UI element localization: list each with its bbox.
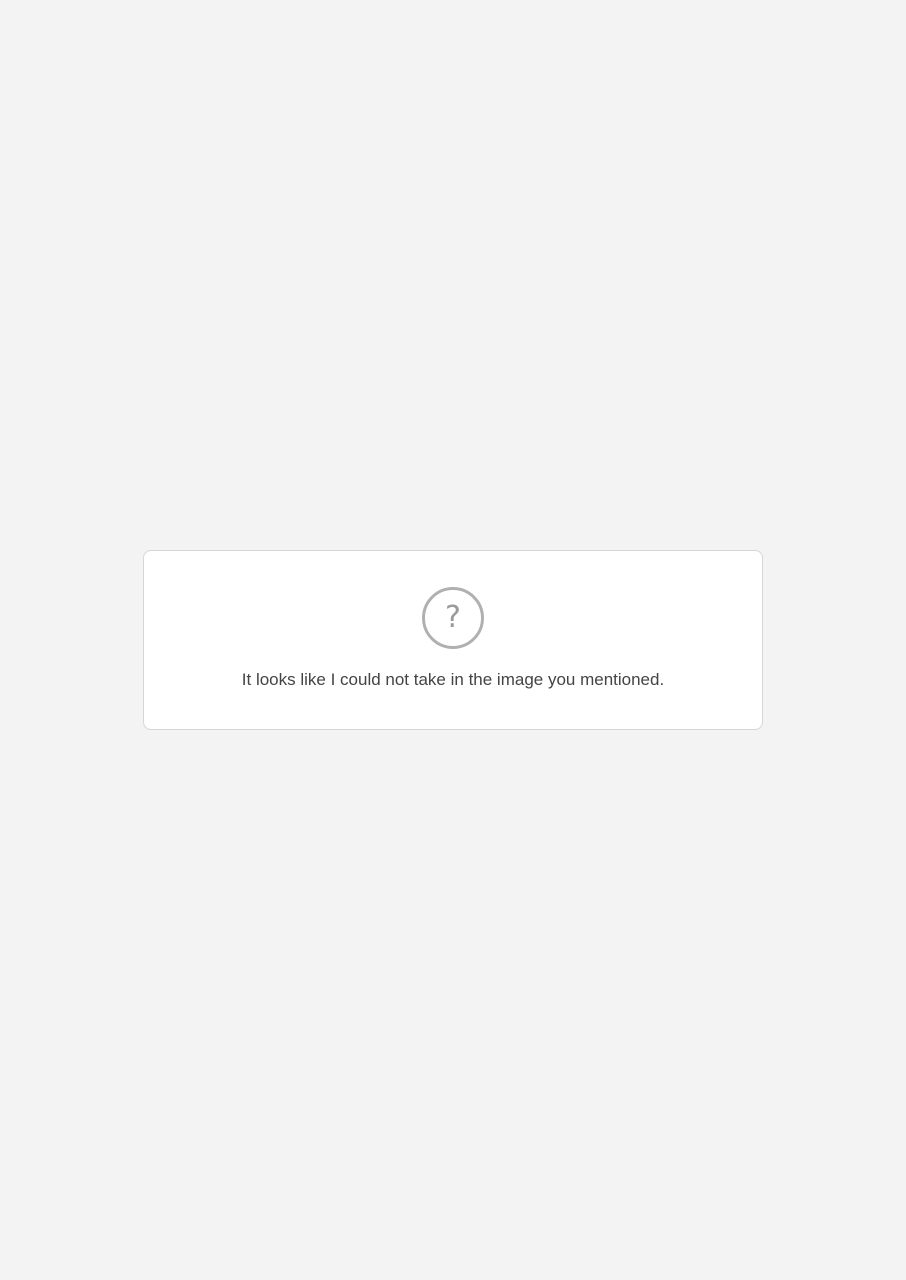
notice-panel <box>143 550 763 730</box>
image-unavailable-icon: ? <box>422 587 484 649</box>
notice-text: It looks like I could not take in the image you mentioned. <box>241 670 665 690</box>
